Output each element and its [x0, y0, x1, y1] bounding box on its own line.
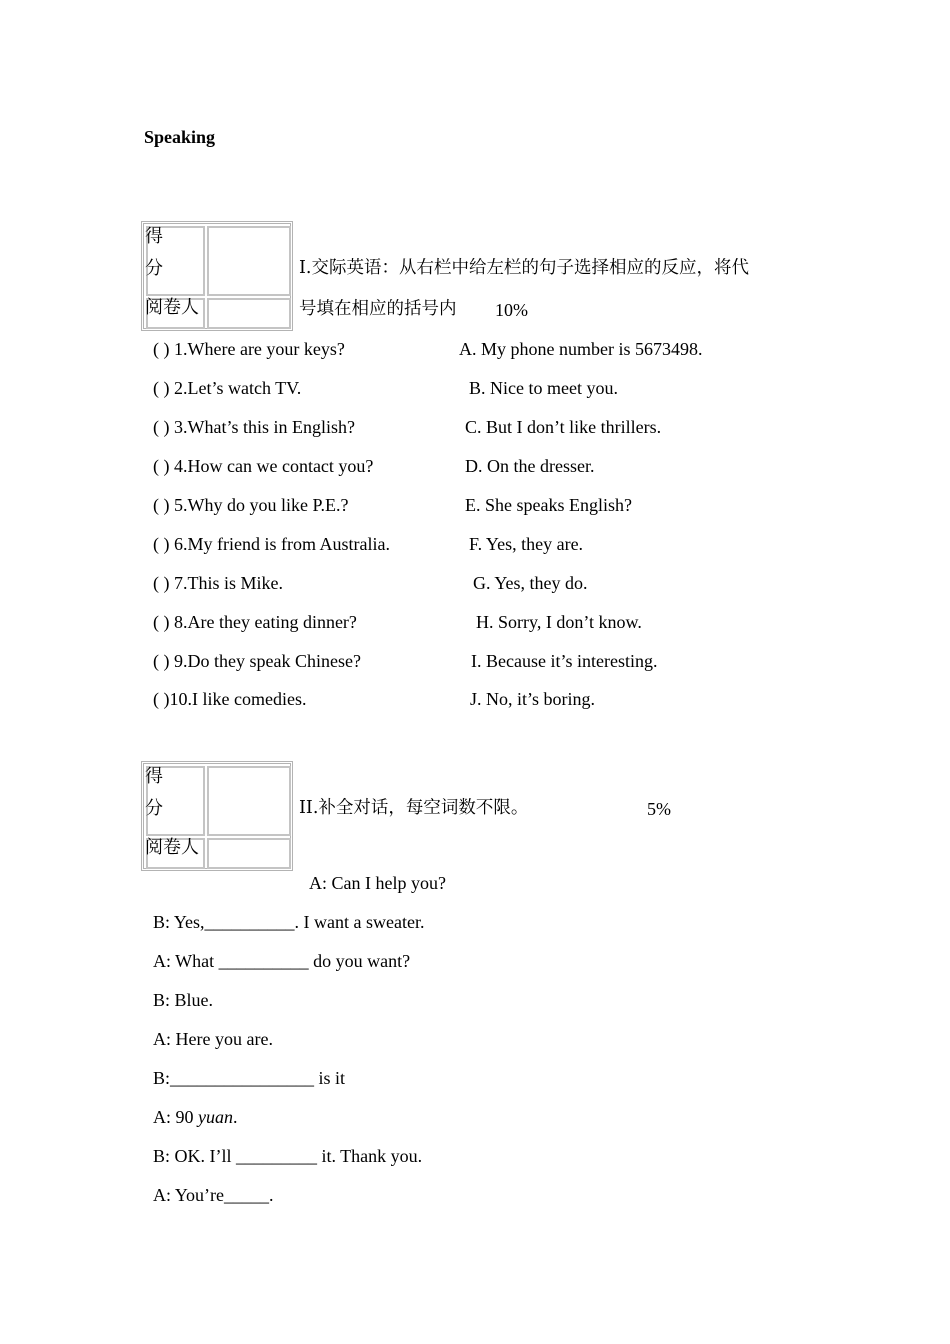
- dialogue-line: A: Here you are.: [153, 1029, 273, 1049]
- dialogue-text: A: 90: [153, 1107, 198, 1127]
- question-left: ( ) 2.Let’s watch TV.: [153, 378, 302, 398]
- question-left: ( )10.I like comedies.: [153, 689, 307, 709]
- dialogue-line: A: Can I help you?: [309, 873, 446, 893]
- question-left: ( ) 5.Why do you like P.E.?: [153, 495, 349, 515]
- dialogue-italic: yuan: [198, 1107, 233, 1127]
- score-box-2: [141, 761, 293, 871]
- answer-option: J. No, it’s boring.: [470, 689, 596, 709]
- score-value-cell: [207, 766, 291, 836]
- dialogue-line: A: You’re_____.: [153, 1185, 274, 1205]
- question-left: ( ) 8.Are they eating dinner?: [153, 612, 357, 632]
- answer-option: A. My phone number is 5673498.: [459, 339, 703, 359]
- answer-option: C. But I don’t like thrillers.: [465, 417, 662, 437]
- question-left: ( ) 9.Do they speak Chinese?: [153, 651, 361, 671]
- score-label: 分: [145, 798, 163, 819]
- answer-option: H. Sorry, I don’t know.: [476, 612, 642, 632]
- score-value-cell: [207, 226, 291, 296]
- answer-option: I. Because it’s interesting.: [471, 651, 658, 671]
- dialogue-line: B: OK. I’ll _________ it. Thank you.: [153, 1146, 423, 1166]
- score-box-1: [141, 221, 293, 331]
- grader-value-cell: [207, 298, 291, 329]
- section2-points: 5%: [647, 799, 671, 819]
- question-left: ( ) 1.Where are your keys?: [153, 339, 345, 359]
- score-label: 得: [145, 226, 163, 247]
- answer-option: D. On the dresser.: [465, 456, 595, 476]
- score-label: 得: [145, 766, 163, 787]
- dialogue-line: B:________________ is it: [153, 1068, 346, 1088]
- question-left: ( ) 4.How can we contact you?: [153, 456, 374, 476]
- dialogue-text: .: [233, 1107, 238, 1127]
- question-left: ( ) 7.This is Mike.: [153, 573, 283, 593]
- section1-heading: I.交际英语：从右栏中给左栏的句子选择相应的反应，将代: [299, 258, 749, 278]
- grader-value-cell: [207, 838, 291, 869]
- section2-heading: II.补全对话，每空词数不限。: [299, 798, 529, 818]
- dialogue-line: [153, 1108, 238, 1126]
- question-left: ( ) 6.My friend is from Australia.: [153, 534, 390, 554]
- grader-label: 阅卷人: [145, 837, 199, 858]
- page-title: Speaking: [144, 127, 216, 147]
- question-left: ( ) 3.What’s this in English?: [153, 417, 355, 437]
- score-label: 分: [145, 258, 163, 279]
- grader-label: 阅卷人: [145, 297, 199, 318]
- answer-option: G. Yes, they do.: [473, 573, 588, 593]
- answer-option: B. Nice to meet you.: [469, 378, 618, 398]
- section1-points: 10%: [495, 300, 528, 320]
- dialogue-line: B: Blue.: [153, 990, 214, 1010]
- section1-heading-cont: 号填在相应的括号内: [299, 299, 457, 319]
- answer-option: E. She speaks English?: [465, 495, 632, 515]
- answer-option: F. Yes, they are.: [469, 534, 584, 554]
- dialogue-line: B: Yes,__________. I want a sweater.: [153, 912, 425, 932]
- dialogue-line: A: What __________ do you want?: [153, 951, 411, 971]
